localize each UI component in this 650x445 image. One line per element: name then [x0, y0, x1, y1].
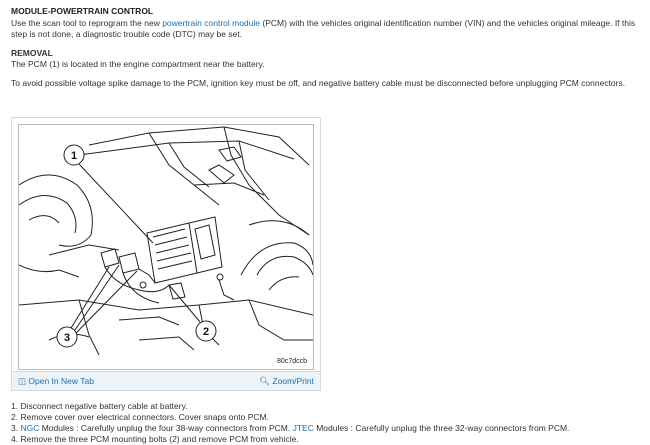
step-4: 4. Remove the three PCM mounting bolts (2) and remove PCM from vehicle.: [11, 434, 299, 444]
callout-1: 1: [70, 150, 78, 162]
figure-code: 80c7dccb: [277, 358, 307, 365]
new-tab-icon: ◫: [18, 376, 27, 386]
article: [11, 6, 639, 89]
pcm-location-illustration[interactable]: [18, 124, 314, 370]
removal-steps: [11, 401, 639, 445]
pcm-link[interactable]: powertrain control module: [162, 18, 261, 28]
figure-panel: [11, 117, 321, 391]
figure-toolbar: [12, 371, 320, 390]
open-in-new-tab-label: Open In New Tab: [28, 376, 94, 386]
intro-paragraph: [11, 18, 639, 40]
step-2: 2. Remove cover over electrical connectors. Cover snaps onto PCM.: [11, 412, 269, 422]
step-3-number: 3.: [11, 423, 21, 433]
section-title: MODULE-POWERTRAIN CONTROL: [11, 6, 154, 16]
callout-2: 2: [202, 326, 210, 338]
removal-heading: REMOVAL: [11, 48, 53, 58]
step-1: 1. Disconnect negative battery cable at battery.: [11, 401, 188, 411]
open-in-new-tab-button[interactable]: [18, 376, 94, 387]
magnifier-icon: 🔍︎: [259, 376, 271, 386]
intro-text-start: Use the scan tool to reprogram the new: [11, 18, 163, 28]
step-3: [11, 423, 639, 434]
zoom-print-label: Zoom/Print: [272, 376, 314, 386]
pcm-location-text: The PCM (1) is located in the engine compartment near the battery.: [11, 59, 265, 69]
step-3-ngc-text: Modules : Carefully unplug the four 38-way connectors from PCM.: [39, 423, 293, 433]
callout-3: 3: [63, 332, 71, 344]
engine-compartment-drawing: [19, 125, 313, 369]
jtec-link[interactable]: JTEC: [292, 423, 314, 433]
intro-text-end: (PCM) with the vehicles original identification number (VIN) and the vehicles original mileage. If this step is not done, a diagnostic trouble code (DTC) may be set.: [11, 18, 636, 39]
step-3-jtec-text: Modules : Carefully unplug the three 32-way connectors from PCM.: [313, 423, 570, 433]
zoom-print-button[interactable]: [259, 376, 314, 387]
warning-text: To avoid possible voltage spike damage to the PCM, ignition key must be off, and negative battery cable must be disconnected before unplugging PCM connectors.: [11, 78, 626, 88]
ngc-link[interactable]: NGC: [20, 423, 40, 433]
